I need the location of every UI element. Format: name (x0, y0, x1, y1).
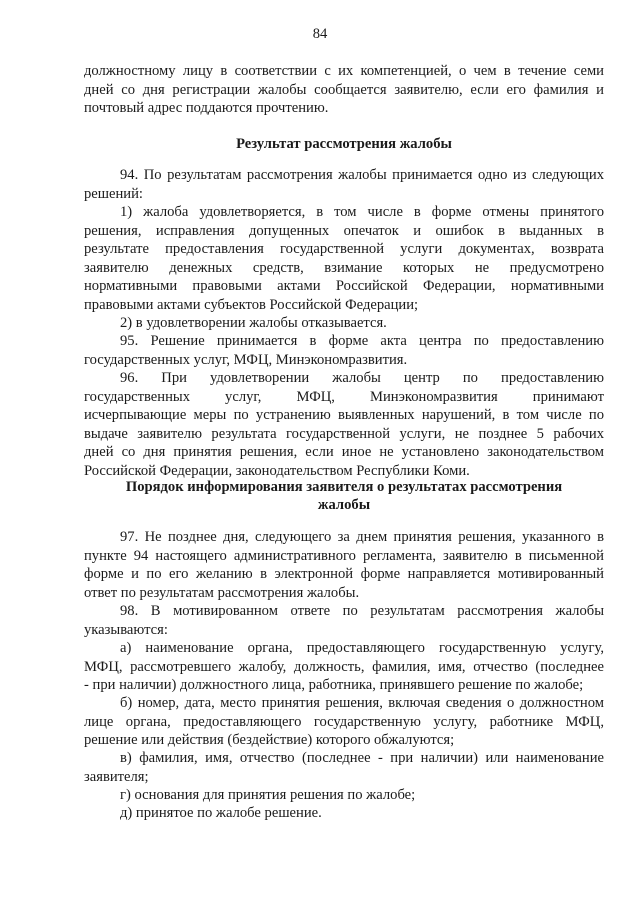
text-line: нормативными правовыми актами Российской Федерации, нормативными (84, 278, 604, 294)
paragraph-98-item-g (84, 786, 604, 805)
text-line: пункте 94 настоящего административного регламента, заявителю в письменной (84, 547, 604, 564)
text-line: д) принятое по жалобе решение. (120, 805, 322, 821)
text-line: дней со дня регистрации жалобы сообщается заявителю, если его фамилия и (84, 81, 604, 98)
text-line: форме и по его желанию в электронной форме направляется мотивированный (84, 566, 604, 582)
text-line: должностному лицу в соответствии с их компетенцией, о чем в течение семи (84, 63, 604, 79)
text-line: в) фамилия, имя, отчество (последнее - при наличии) или наименование (120, 750, 604, 766)
text-line: выдаче заявителю результата государственной услуги, не позднее 5 рабочих (84, 425, 604, 442)
text-line: решения, исправления допущенных опечаток и ошибок в выданных в (84, 222, 604, 239)
section-heading-informing-line2: жалобы (317, 497, 371, 513)
text-line: - при наличии) должностного лица, работника, принявшего решение по жалобе; (84, 677, 584, 693)
paragraph-continuation (84, 62, 604, 118)
text-line: б) номер, дата, место принятия решения, включая сведения о должностном (120, 695, 604, 711)
text-line: а) наименование органа, предоставляющего государственную услугу, (120, 640, 604, 656)
paragraph-98-item-a (84, 639, 604, 695)
text-line: государственных услуг, МФЦ, Минэкономразвития принимают (84, 388, 604, 405)
paragraph-94 (84, 166, 604, 203)
text-line: исчерпывающие меры по устранению выявленных нарушений, в том числе по (84, 407, 604, 423)
text-line: решений: (84, 185, 143, 202)
text-line: заявителя; (84, 768, 149, 785)
paragraph-94-item-2 (84, 314, 604, 333)
text-line: государственных услуг, МФЦ, Минэкономразвития. (84, 351, 408, 368)
section-heading-result: Результат рассмотрения жалобы (236, 136, 452, 152)
paragraph-95 (84, 332, 604, 369)
text-line: лице органа, предоставляющего государственную услугу, работнике МФЦ, (84, 713, 604, 730)
text-line: результате предоставления государственной услуги документах, возврата (84, 241, 604, 257)
text-line: 2) в удовлетворении жалобы отказывается. (120, 315, 387, 331)
text-line: 1) жалоба удовлетворяется, в том числе в форме отмены принятого (120, 204, 604, 220)
text-line: решение или действия (бездействие) которого обжалуются; (84, 732, 455, 748)
text-line: дней со дня принятия решения, если иное не установлено законодательством (84, 444, 604, 460)
paragraph-98-item-b (84, 694, 604, 750)
text-line: 97. Не позднее дня, следующего за днем принятия решения, указанного в (120, 529, 604, 545)
paragraph-98-item-v (84, 749, 604, 786)
text-line: 94. По результатам рассмотрения жалобы принимается одно из следующих (120, 167, 604, 183)
page-number: 84 (312, 26, 328, 42)
text-line: почтовый адрес поддаются прочтению. (84, 100, 329, 116)
text-line: 98. В мотивированном ответе по результатам рассмотрения жалобы (120, 603, 604, 619)
text-line: МФЦ, рассмотревшего жалобу, должность, фамилия, имя, отчество (последнее (84, 658, 604, 675)
paragraph-94-item-1 (84, 203, 604, 314)
text-line: заявителю денежных средств, взимание которых не предусмотрено (84, 259, 604, 276)
text-line: ответ по результатам рассмотрения жалобы. (84, 584, 360, 601)
text-line: г) основания для принятия решения по жалобе; (120, 787, 416, 803)
text-line: 96. При удовлетворении жалобы центр по предоставлению (120, 370, 604, 386)
text-line: 95. Решение принимается в форме акта центра по предоставлению (120, 333, 604, 349)
paragraph-98 (84, 602, 604, 639)
text-line: правовыми актами субъектов Российской Федерации; (84, 296, 419, 313)
text-line: Российской Федерации, законодательством Республики Коми. (84, 462, 470, 479)
paragraph-98-item-d (84, 804, 604, 823)
text-line: указываются: (84, 621, 168, 638)
paragraph-97 (84, 528, 604, 602)
section-heading-informing-line1: Порядок информирования заявителя о результатах рассмотрения (125, 479, 563, 495)
paragraph-96 (84, 369, 604, 480)
